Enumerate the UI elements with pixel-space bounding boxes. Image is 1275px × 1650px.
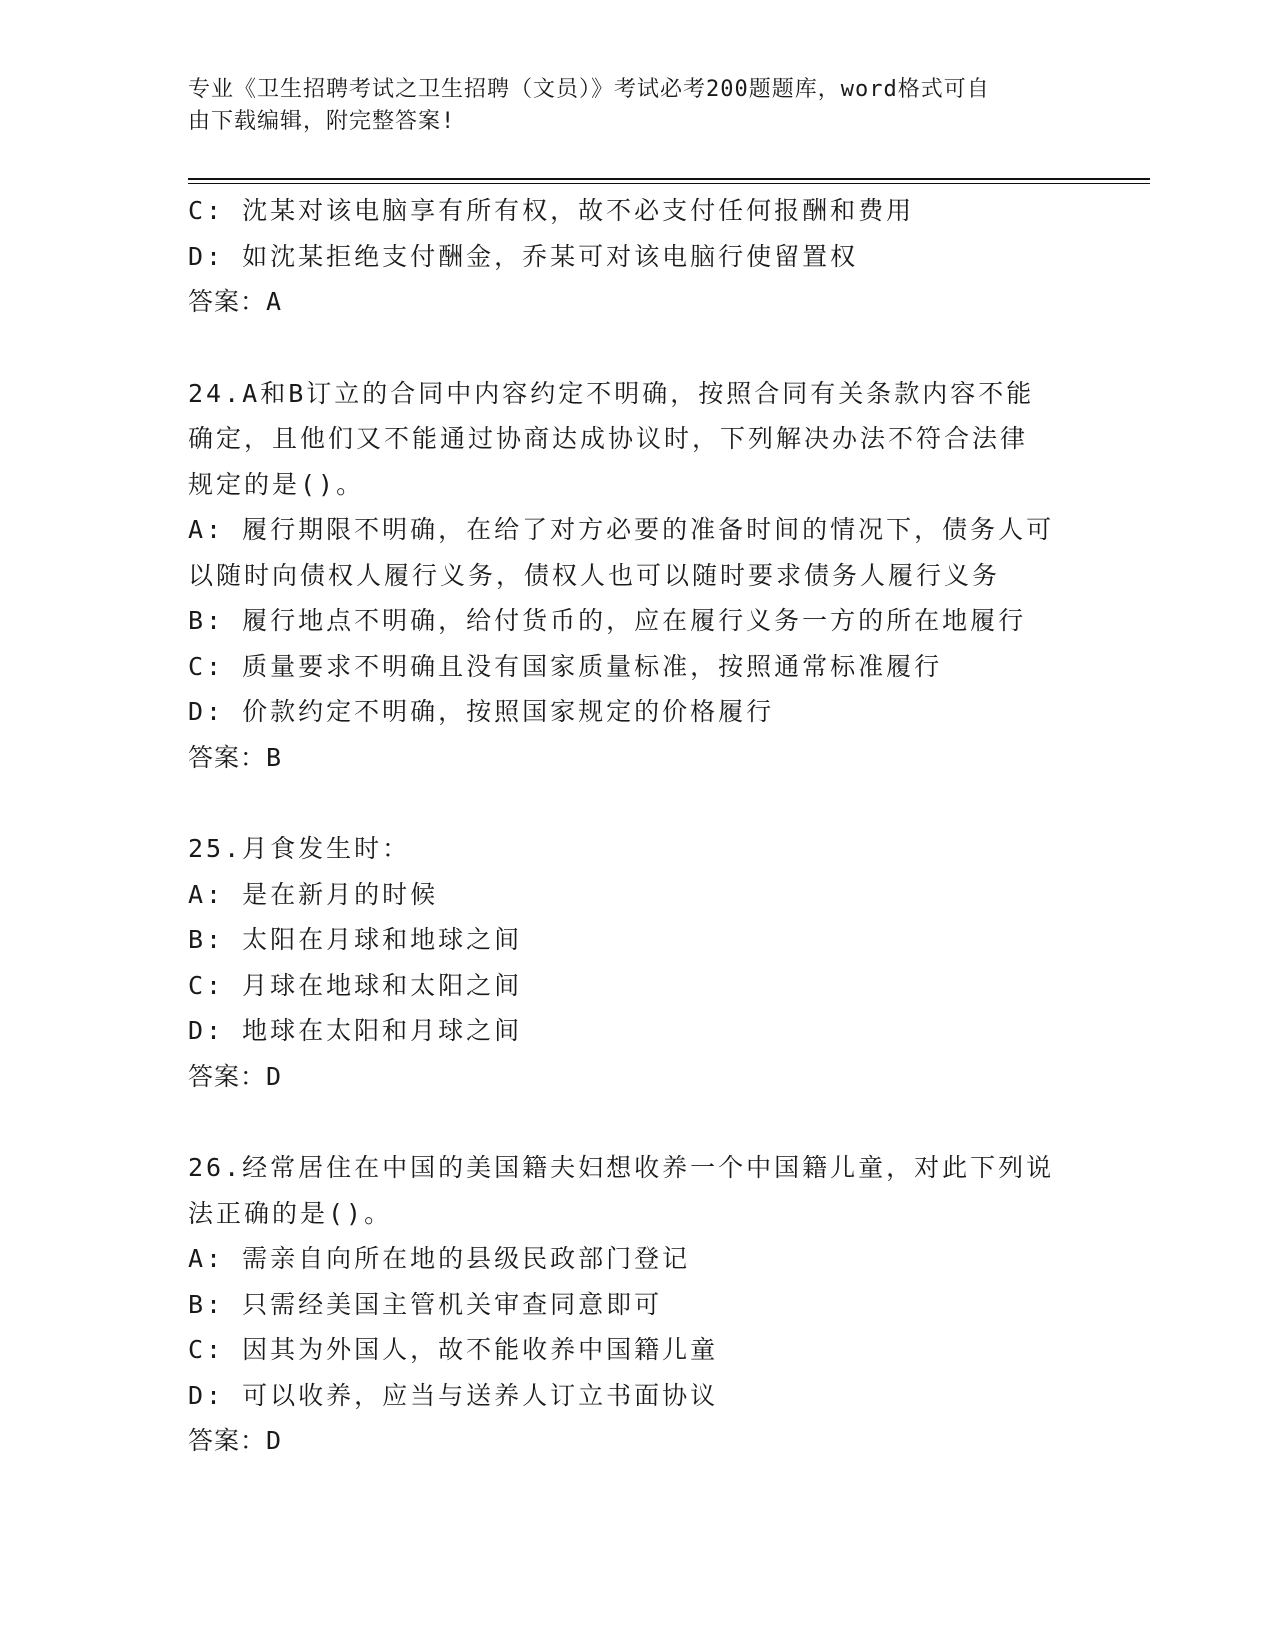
answer-line: 答案：D	[188, 1426, 283, 1455]
question-stem: 确定，且他们又不能通过协商达成协议时，下列解决办法不符合法律	[188, 424, 1029, 453]
option-d: D: 价款约定不明确，按照国家规定的价格履行	[188, 697, 775, 726]
question-25	[188, 826, 1088, 1099]
question-stem: 25.月食发生时：	[188, 834, 411, 863]
question-stem: 26.经常居住在中国的美国籍夫妇想收养一个中国籍儿童，对此下列说	[188, 1153, 1055, 1182]
question-stem: 规定的是()。	[188, 469, 365, 499]
option-b: B: 只需经美国主管机关审查同意即可	[188, 1289, 663, 1319]
answer-line: 答案：D	[188, 1061, 283, 1091]
question-list	[188, 188, 1088, 1464]
question-stem: 24.A和B订立的合同中内容约定不明确，按照合同有关条款内容不能	[188, 378, 1035, 408]
question-stem: 法正确的是()。	[188, 1198, 393, 1228]
spacer	[188, 1099, 1088, 1145]
document-header	[188, 74, 1068, 138]
spacer	[188, 780, 1088, 826]
option-c: C: 月球在地球和太阳之间	[188, 970, 523, 1000]
answer-line: 答案：B	[188, 742, 283, 772]
option-a: A: 履行期限不明确，在给了对方必要的准备时间的情况下，债务人可	[188, 515, 1055, 544]
option-a: A: 需亲自向所在地的县级民政部门登记	[188, 1244, 691, 1273]
header-line-1: 专业《卫生招聘考试之卫生招聘（文员）》考试必考200题题库，word格式可自	[188, 77, 990, 102]
spacer	[188, 325, 1088, 371]
option-a-continued: 以随时向债权人履行义务，债权人也可以随时要求债务人履行义务	[188, 560, 1001, 590]
header-divider-thick	[188, 178, 1150, 180]
option-d: D: 如沈某拒绝支付酬金，乔某可对该电脑行使留置权	[188, 241, 859, 271]
option-a: A: 是在新月的时候	[188, 879, 439, 909]
header-line-2: 由下载编辑，附完整答案!	[188, 109, 456, 134]
option-c: C: 质量要求不明确且没有国家质量标准，按照通常标准履行	[188, 651, 943, 681]
question-23-continued	[188, 188, 1088, 325]
question-24	[188, 371, 1088, 781]
option-c: C: 沈某对该电脑享有所有权，故不必支付任何报酬和费用	[188, 196, 915, 225]
question-26	[188, 1145, 1088, 1464]
option-d: D: 可以收养，应当与送养人订立书面协议	[188, 1380, 719, 1410]
answer-line: 答案：A	[188, 287, 283, 316]
header-divider-thin	[188, 183, 1150, 184]
option-c: C: 因其为外国人，故不能收养中国籍儿童	[188, 1335, 719, 1364]
option-b: B: 履行地点不明确，给付货币的，应在履行义务一方的所在地履行	[188, 606, 1027, 635]
option-b: B: 太阳在月球和地球之间	[188, 925, 523, 954]
option-d: D: 地球在太阳和月球之间	[188, 1016, 523, 1045]
